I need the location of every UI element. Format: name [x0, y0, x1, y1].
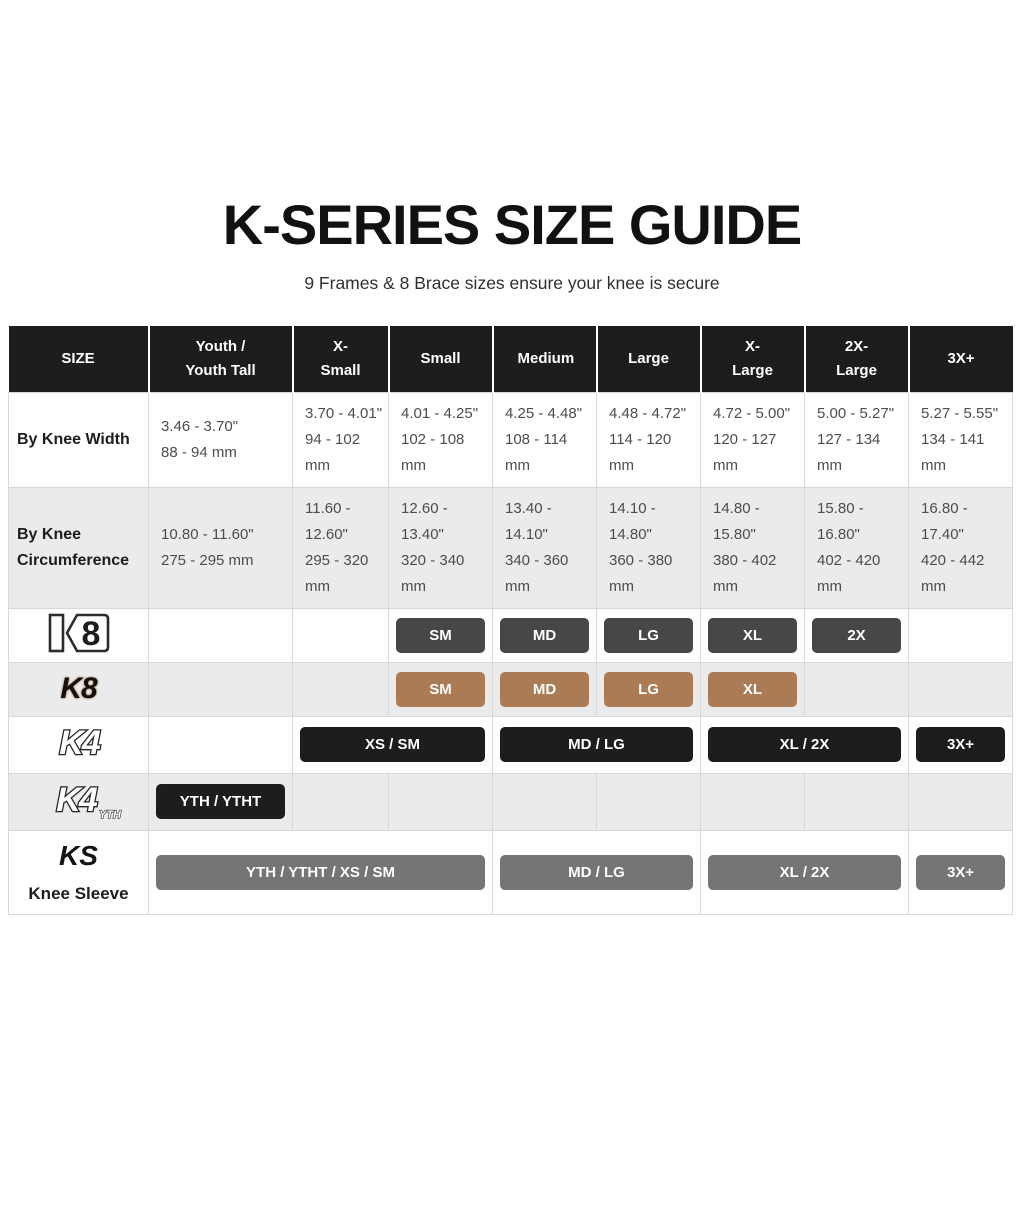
inches-value: 13.40 - 14.10" [505, 499, 552, 543]
column-header-large: Large [597, 326, 701, 392]
inches-value: 5.27 - 5.55" [921, 404, 999, 422]
page-subtitle: 9 Frames & 8 Brace sizes ensure your knee is secure [304, 273, 720, 293]
k4-yth-logo-icon [24, 776, 134, 822]
k4-logo-text: K4 [58, 724, 99, 762]
mm-value: 94 - 102 mm [305, 430, 361, 474]
empty-cell [909, 773, 1013, 830]
inches-value: 10.80 - 11.60" [161, 525, 254, 543]
empty-cell [805, 662, 909, 716]
size-pill-k4yth-yth[interactable]: YTH / YTHT [156, 784, 285, 819]
mm-value: 340 - 360 mm [505, 551, 569, 595]
column-header-small: Small [389, 326, 493, 392]
ks-row [9, 830, 1013, 914]
mm-value: 360 - 380 mm [609, 551, 673, 595]
size-pill-k4-md-lg[interactable]: MD / LG [500, 727, 693, 762]
empty-cell [293, 773, 389, 830]
measurement-cell [909, 487, 1013, 608]
size-cell [597, 662, 701, 716]
size-pill-k4-xs-sm[interactable]: XS / SM [300, 727, 485, 762]
mm-value: 88 - 94 mm [161, 443, 237, 461]
inches-value: 5.00 - 5.27" [817, 404, 895, 422]
measurement-cell [493, 392, 597, 487]
inches-value: 4.01 - 4.25" [401, 404, 479, 422]
knee-width-row [9, 392, 1013, 487]
column-header-youth: Youth / Youth Tall [149, 326, 293, 392]
k4-yth-logo-cell [9, 773, 149, 830]
mm-value: 295 - 320 mm [305, 551, 369, 595]
ks-label: Knee Sleeve [28, 884, 129, 903]
mm-value: 275 - 295 mm [161, 551, 254, 569]
measurement-cell [389, 392, 493, 487]
size-guide-table [8, 326, 1013, 915]
inches-value: 3.70 - 4.01" [305, 404, 383, 422]
size-cell [389, 662, 493, 716]
inches-value: 4.72 - 5.00" [713, 404, 791, 422]
inches-value: 12.60 - 13.40" [401, 499, 448, 543]
size-pill-k8-frame-sm[interactable]: SM [396, 618, 485, 653]
size-pill-k8-xl[interactable]: XL [708, 672, 797, 707]
size-pill-k4-xl-2x[interactable]: XL / 2X [708, 727, 901, 762]
size-pill-k8-md[interactable]: MD [500, 672, 589, 707]
measurement-cell [805, 487, 909, 608]
mm-value: 108 - 114 mm [505, 430, 568, 474]
knee-circumference-label: By Knee Circumference [9, 487, 149, 608]
column-header-xsmall: X-Small [293, 326, 389, 392]
measurement-cell [389, 487, 493, 608]
header-row [9, 326, 1013, 392]
column-header-3xplus: 3X+ [909, 326, 1013, 392]
mm-value: 114 - 120 mm [609, 430, 672, 474]
k4-yth-logo-text: K4 [55, 781, 96, 819]
size-cell [701, 608, 805, 662]
measurement-cell [293, 487, 389, 608]
k8-frame-row [9, 608, 1013, 662]
k8-logo-cell [9, 662, 149, 716]
k4-logo-icon [24, 719, 134, 765]
k8-row [9, 662, 1013, 716]
k4-logo-cell [9, 716, 149, 773]
empty-cell [293, 608, 389, 662]
measurement-cell [701, 487, 805, 608]
mm-value: 120 - 127 mm [713, 430, 777, 474]
inches-value: 4.48 - 4.72" [609, 404, 687, 422]
knee-circumference-row [9, 487, 1013, 608]
inches-value: 11.60 - 12.60" [305, 499, 351, 543]
size-cell [493, 662, 597, 716]
measurement-cell [909, 392, 1013, 487]
mm-value: 380 - 402 mm [713, 551, 777, 595]
size-cell [701, 662, 805, 716]
size-pill-k8-frame-2x[interactable]: 2X [812, 618, 901, 653]
column-header-size: SIZE [9, 326, 149, 392]
measurement-cell [149, 392, 293, 487]
empty-cell [293, 662, 389, 716]
mm-value: 402 - 420 mm [817, 551, 881, 595]
inches-value: 15.80 - 16.80" [817, 499, 864, 543]
column-header-xlarge: X-Large [701, 326, 805, 392]
measurement-cell [701, 392, 805, 487]
column-header-2xlarge: 2X-Large [805, 326, 909, 392]
empty-cell [389, 773, 493, 830]
k4-row [9, 716, 1013, 773]
k4-yth-row [9, 773, 1013, 830]
empty-cell [701, 773, 805, 830]
size-cell [701, 716, 909, 773]
size-pill-k8-frame-xl[interactable]: XL [708, 618, 797, 653]
size-pill-ks-xl-2x[interactable]: XL / 2X [708, 855, 901, 890]
size-cell [293, 716, 493, 773]
size-pill-k8-frame-lg[interactable]: LG [604, 618, 693, 653]
mm-value: 420 - 442 mm [921, 551, 985, 595]
size-cell [493, 608, 597, 662]
size-cell [149, 773, 293, 830]
column-header-medium: Medium [493, 326, 597, 392]
inches-value: 4.25 - 4.48" [505, 404, 583, 422]
knee-width-label: By Knee Width [9, 392, 149, 487]
empty-cell [805, 773, 909, 830]
inches-value: 3.46 - 3.70" [161, 417, 239, 435]
size-cell [597, 608, 701, 662]
size-cell [909, 830, 1013, 914]
empty-cell [493, 773, 597, 830]
size-pill-ks-yth-xs-sm[interactable]: YTH / YTHT / XS / SM [156, 855, 485, 890]
k8-frame-logo-icon [46, 611, 112, 655]
inches-value: 14.10 - 14.80" [609, 499, 656, 543]
k4-yth-logo-suffix: YTH [98, 809, 121, 821]
size-cell [909, 716, 1013, 773]
measurement-cell [149, 487, 293, 608]
size-pill-k8-sm[interactable]: SM [396, 672, 485, 707]
mm-value: 134 - 141 mm [921, 430, 985, 474]
k8-frame-logo-glyph: 8 [81, 614, 100, 653]
size-pill-ks-md-lg[interactable]: MD / LG [500, 855, 693, 890]
mm-value: 102 - 108 mm [401, 430, 465, 474]
empty-cell [909, 662, 1013, 716]
mm-value: 320 - 340 mm [401, 551, 465, 595]
size-cell [493, 830, 701, 914]
ks-logo-cell [9, 830, 149, 914]
empty-cell [149, 716, 293, 773]
inches-value: 16.80 - 17.40" [921, 499, 968, 543]
k8-frame-logo-cell [9, 608, 149, 662]
empty-cell [597, 773, 701, 830]
empty-cell [149, 662, 293, 716]
measurement-cell [597, 392, 701, 487]
measurement-cell [805, 392, 909, 487]
size-cell [389, 608, 493, 662]
page-title: K-SERIES SIZE GUIDE [222, 193, 802, 256]
size-cell [805, 608, 909, 662]
size-pill-k4-3x[interactable]: 3X+ [916, 727, 1005, 762]
size-pill-ks-3x[interactable]: 3X+ [916, 855, 1005, 890]
empty-cell [149, 608, 293, 662]
measurement-cell [597, 487, 701, 608]
size-pill-k8-lg[interactable]: LG [604, 672, 693, 707]
k8-logo: K8 [60, 672, 97, 705]
size-cell [493, 716, 701, 773]
ks-logo: KS [59, 840, 98, 871]
measurement-cell [493, 487, 597, 608]
empty-cell [909, 608, 1013, 662]
size-pill-k8-frame-md[interactable]: MD [500, 618, 589, 653]
measurement-cell [293, 392, 389, 487]
size-cell [149, 830, 493, 914]
mm-value: 127 - 134 mm [817, 430, 881, 474]
size-cell [701, 830, 909, 914]
inches-value: 14.80 - 15.80" [713, 499, 760, 543]
